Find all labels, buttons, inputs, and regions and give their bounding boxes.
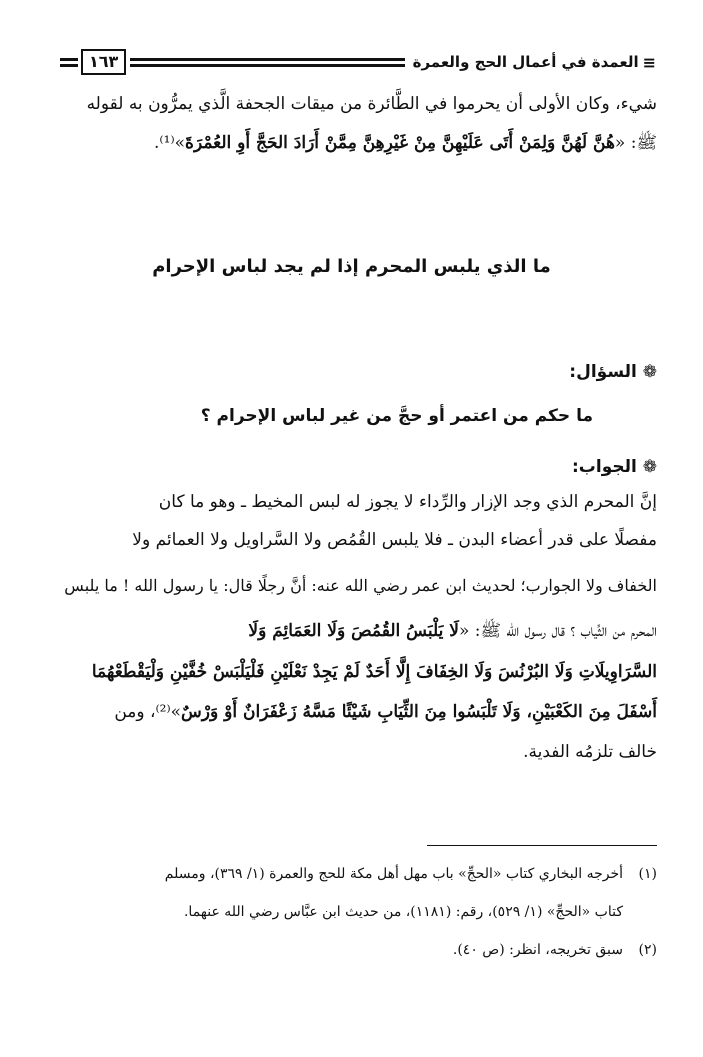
answer-line-5: السَّرَاوِيلَاتِ وَلَا البُرْنُسَ وَلَا الخِفَافَ إِلَّا أَحَدٌ لَمْ يَجِدْ نَعْلَيْنِ فَلْيَلْبَسْ خُفَّيْنِ وَلْيَقْطَعْهُمَا xyxy=(91,662,657,682)
footnote-separator xyxy=(427,845,657,846)
intro-line-2 xyxy=(154,132,657,157)
running-title: العمدة في أعمال الحج والعمرة xyxy=(412,53,639,71)
answer-line-6 xyxy=(114,702,657,722)
footnote-1 xyxy=(165,866,657,882)
hadith-quote-start: لَا يَلْبَسُ القُمُصَ وَلَا العَمَائِمَ وَلَا xyxy=(248,621,459,641)
answer-line-2: مفصلًا على قدر أعضاء البدن ـ فلا يلبس القُمُص ولا السَّراويل ولا العمائم ولا xyxy=(132,530,657,550)
footnote-1-continued: كتاب «الحجِّ» (١/ ٥٢٩)، رقم: (١١٨١)، من حديث ابن عبَّاس رضي الله عنهما. xyxy=(183,904,623,920)
answer-line-4 xyxy=(248,620,657,645)
answer-label: ❁ الجواب: xyxy=(572,457,657,477)
header-mark: ≡ xyxy=(642,52,656,72)
page-header xyxy=(60,48,656,76)
footnote-1-number: (١) xyxy=(638,866,657,882)
intro-paragraph xyxy=(47,94,657,164)
answer-line-1: إنَّ المحرم الذي وجد الإزار والرِّداء لا يجوز له لبس المخيط ـ وهو ما كان xyxy=(158,492,657,512)
header-rule xyxy=(130,58,404,67)
answer-paragraph xyxy=(47,492,657,772)
hadith-quote: هُنَّ لَهُنَّ وَلِمَنْ أَتَى عَلَيْهِنَّ مِنْ غَيْرِهِنَّ مِمَّنْ أَرَادَ الحَجَّ أَوِ العُمْرَةَ xyxy=(185,133,615,153)
question-text: ما حكم من اعتمر أو حجَّ من غير لباس الإحرام ؟ xyxy=(200,406,593,426)
intro-line-2-prefix: ﷺ: « xyxy=(614,133,657,153)
footnote-ref-2: »⁽²⁾، ومن xyxy=(114,702,182,722)
footnote-ref-1: »⁽¹⁾. xyxy=(154,133,186,153)
section-heading: ما الذي يلبس المحرم إذا لم يجد لباس الإحرام xyxy=(152,256,551,277)
page-number-box xyxy=(81,49,126,75)
answer-line-4-prefix: المحرم من الثِّياب ؟ قال رسول الله ﷺ: « xyxy=(458,621,657,641)
footnote-1-line-1: أخرجه البخاري كتاب «الحجِّ» باب مهل أهل مكة للحج والعمرة (١/ ٣٦٩)، ومسلم xyxy=(164,866,623,882)
answer-line-3: الخفاف ولا الجوارب؛ لحديث ابن عمر رضي الله عنه: أنَّ رجلًا قال: يا رسول الله ! ما يلبس xyxy=(64,576,657,595)
header-rule-left xyxy=(60,58,78,67)
question-label: ❁ السؤال: xyxy=(569,362,657,382)
intro-line-1: شيء، وكان الأولى أن يحرموا في الطَّائرة من ميقات الجحفة الَّذي يمرُّون به لقوله xyxy=(86,94,657,114)
answer-line-7: خالف تلزمُه الفدية. xyxy=(523,742,657,762)
footnote-2-number: (٢) xyxy=(638,942,657,958)
hadith-quote-end: أَسْفَلَ مِنَ الكَعْبَيْنِ، وَلَا تَلْبَسُوا مِنَ الثِّيَابِ شَيْئًا مَسَّهُ زَعْفَرَانٌ أَوْ وَرْسٌ xyxy=(181,702,657,722)
footnote-2 xyxy=(453,942,657,958)
page-number: ١٦٣ xyxy=(81,49,126,75)
footnote-2-line-1: سبق تخريجه، انظر: (ص ٤٠). xyxy=(452,942,623,958)
